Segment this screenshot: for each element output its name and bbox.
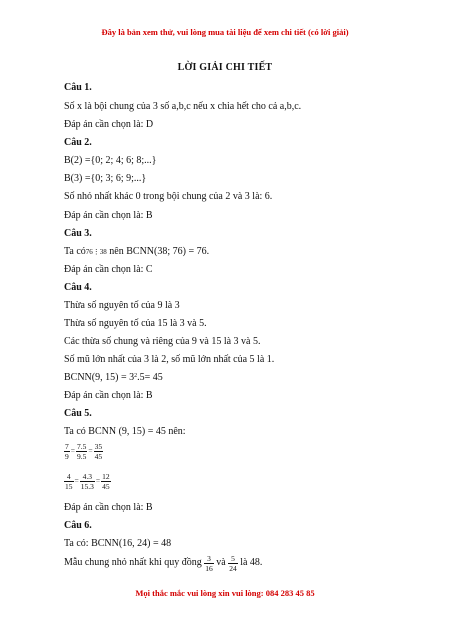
q4-answer: Đáp án cần chọn là: B — [64, 390, 153, 401]
q2-b2: B(2) ={0; 2; 4; 6; 8;...} — [64, 155, 157, 166]
q4-line3: Các thừa số chung và riêng của 9 và 15 là 3 và 5. — [64, 336, 261, 347]
q6-line2-mid: và — [216, 557, 226, 568]
q3-divisibility: 76⋮38 — [85, 248, 107, 256]
q4-line2: Thừa số nguyên tố của 15 là 3 và 5. — [64, 318, 207, 329]
fraction: $\frac{4}{15}$ — [65, 471, 73, 491]
fraction: $\frac{4.3}{15.3}$ — [80, 471, 94, 491]
q6-line2-a: Mẫu chung nhỏ nhất khi quy đồng — [64, 557, 202, 568]
q4-exponent: 2 — [134, 373, 138, 379]
q6-text: Ta có: BCNN(16, 24) = 48 — [64, 538, 172, 549]
header-banner: Đây là bản xem thử, vui lòng mua tài liệu để xem chi tiết (có lời giải) — [101, 27, 349, 37]
q5-answer: Đáp án cần chọn là: B — [64, 502, 153, 513]
q2-answer: Đáp án cần chọn là: B — [64, 210, 153, 221]
fraction: $\frac{5}{24}$ — [229, 553, 237, 573]
fraction: $\frac{12}{45}$ — [102, 471, 110, 491]
q4-line5 — [64, 372, 163, 384]
q5-heading: Câu 5. — [64, 408, 92, 419]
q4-bcnn-a: BCNN(9, 15) = 3 — [64, 372, 135, 383]
q5-fraction-row-1: $\frac{7}{9}$ = $\frac{7.5}{9.5}$ = $\frac{35}{45}$ — [65, 441, 103, 461]
q4-line4: Số mũ lớn nhất của 3 là 2, số mũ lớn nhất của 5 là 1. — [64, 354, 275, 365]
q3-text — [64, 246, 209, 258]
q5-fraction-row-2: $\frac{4}{15}$ = $\frac{4.3}{15.3}$ = $\frac{12}{45}$ — [65, 471, 110, 491]
footer-banner: Mọi thắc mắc vui lòng xin vui lòng: 084 283 45 85 — [135, 588, 315, 598]
q1-answer: Đáp án cần chọn là: D — [64, 119, 154, 130]
q2-text: Số nhỏ nhất khác 0 trong bội chung của 2 và 3 là: 6. — [64, 191, 273, 202]
q4-heading: Câu 4. — [64, 282, 92, 293]
q3-answer: Đáp án cần chọn là: C — [64, 264, 153, 275]
q6-line2 — [64, 552, 262, 574]
q1-heading: Câu 1. — [64, 82, 92, 93]
q2-heading: Câu 2. — [64, 137, 92, 148]
page-title: LỜI GIẢI CHI TIẾT — [177, 62, 273, 73]
q4-line1: Thừa số nguyên tố của 9 là 3 — [64, 300, 180, 311]
q4-bcnn-b: .5= 45 — [137, 372, 163, 383]
fraction: $\frac{7}{9}$ — [65, 441, 69, 461]
q6-heading: Câu 6. — [64, 520, 92, 531]
q3-text-b: nên BCNN(38; 76) = 76. — [106, 246, 210, 257]
q5-text: Ta có BCNN (9, 15) = 45 nên: — [64, 426, 186, 437]
q3-text-a: Ta có — [64, 246, 86, 257]
q2-b3: B(3) ={0; 3; 6; 9;...} — [64, 173, 147, 184]
fraction: $\frac{35}{45}$ — [94, 441, 103, 461]
q6-line2-b: là 48. — [240, 557, 263, 568]
fraction: $\frac{7.5}{9.5}$ — [76, 441, 87, 461]
q1-text: Số x là bội chung của 3 số a,b,c nếu x chia hết cho cả a,b,c. — [64, 101, 302, 112]
q3-heading: Câu 3. — [64, 228, 92, 239]
fraction: $\frac{3}{16}$ — [205, 553, 213, 573]
